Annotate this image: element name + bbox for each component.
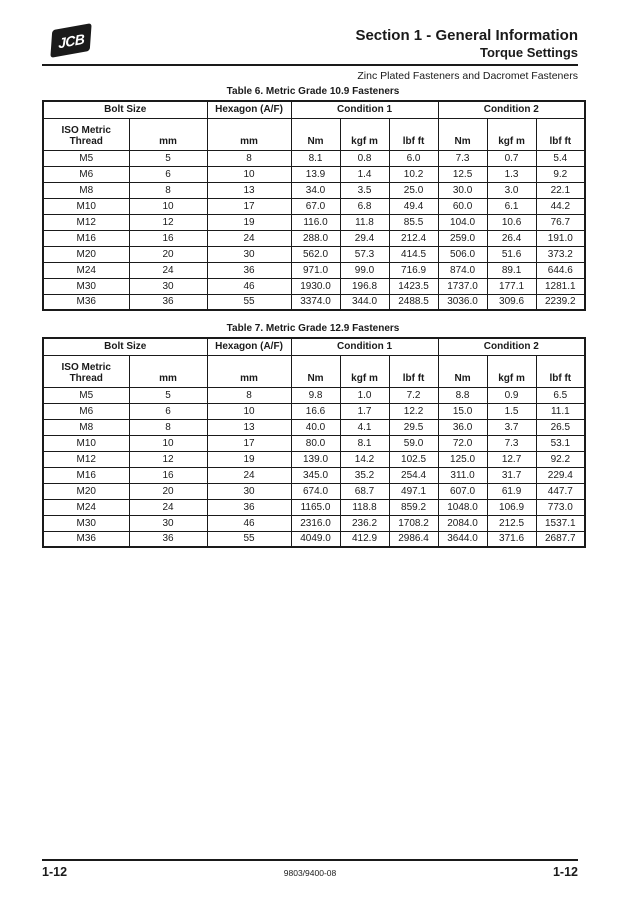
table-row — [43, 483, 585, 499]
table-cell: 1.0 — [340, 387, 389, 403]
table-row — [43, 467, 585, 483]
table-cell: 254.4 — [389, 467, 438, 483]
table-cell: 1048.0 — [438, 499, 487, 515]
page-header — [42, 0, 578, 61]
column-header-nm: Nm — [291, 118, 340, 150]
table-cell: 2239.2 — [536, 294, 585, 310]
table-cell: 177.1 — [487, 278, 536, 294]
column-header-kgfm: kgf m — [487, 355, 536, 387]
table-cell: M16 — [43, 467, 129, 483]
table-cell: 7.3 — [487, 435, 536, 451]
table-cell: 34.0 — [291, 182, 340, 198]
table-cell: 35.2 — [340, 467, 389, 483]
table-cell: 36 — [129, 531, 207, 547]
table-cell: M8 — [43, 182, 129, 198]
table-cell: 24 — [207, 230, 291, 246]
table-cell: 67.0 — [291, 198, 340, 214]
table-cell: 874.0 — [438, 262, 487, 278]
table-cell: 8.8 — [438, 387, 487, 403]
table-cell: 212.5 — [487, 515, 536, 531]
table-cell: 15.0 — [438, 403, 487, 419]
torque-table-section-grade-10-9 — [0, 86, 631, 311]
table-cell: 53.1 — [536, 435, 585, 451]
table-cell: M30 — [43, 278, 129, 294]
torque-table-section-grade-12-9 — [0, 323, 631, 548]
group-header-condition-2: Condition 2 — [438, 101, 585, 118]
table-cell: 8 — [129, 419, 207, 435]
table-cell: 30 — [207, 483, 291, 499]
table-cell: 17 — [207, 198, 291, 214]
table-row — [43, 150, 585, 166]
table-cell: 29.4 — [340, 230, 389, 246]
table-cell: 674.0 — [291, 483, 340, 499]
table-cell: 24 — [129, 262, 207, 278]
section-title: Section 1 - General Information — [355, 27, 578, 44]
table-row — [43, 182, 585, 198]
table-cell: 40.0 — [291, 419, 340, 435]
table-cell: 92.2 — [536, 451, 585, 467]
table-cell: 6.5 — [536, 387, 585, 403]
table-cell: 344.0 — [340, 294, 389, 310]
table-cell: 1930.0 — [291, 278, 340, 294]
table-cell: 1737.0 — [438, 278, 487, 294]
column-header-row — [43, 118, 585, 150]
table-cell: 14.2 — [340, 451, 389, 467]
table-cell: M6 — [43, 166, 129, 182]
table-cell: 5 — [129, 150, 207, 166]
group-header-condition-1: Condition 1 — [291, 338, 438, 355]
table-cell: 236.2 — [340, 515, 389, 531]
column-header-lbfft: lbf ft — [389, 355, 438, 387]
column-header-iso-metric-thread: ISO Metric Thread — [43, 118, 129, 150]
table-row — [43, 435, 585, 451]
table-cell: M36 — [43, 294, 129, 310]
table-cell: 13.9 — [291, 166, 340, 182]
table-row — [43, 278, 585, 294]
table-cell: 311.0 — [438, 467, 487, 483]
table-cell: 562.0 — [291, 246, 340, 262]
table-cell: M12 — [43, 214, 129, 230]
table-cell: 196.8 — [340, 278, 389, 294]
table-cell: 72.0 — [438, 435, 487, 451]
table-row — [43, 499, 585, 515]
table-cell: 9.2 — [536, 166, 585, 182]
table-cell: 345.0 — [291, 467, 340, 483]
table-title: Table 6. Metric Grade 10.9 Fasteners — [226, 86, 400, 97]
table-cell: 36.0 — [438, 419, 487, 435]
table-cell: 104.0 — [438, 214, 487, 230]
table-cell: M20 — [43, 483, 129, 499]
table-cell: M16 — [43, 230, 129, 246]
table-cell: 1.5 — [487, 403, 536, 419]
table-cell: 447.7 — [536, 483, 585, 499]
fastener-table-grade-12-9 — [42, 337, 586, 548]
table-cell: 36 — [207, 499, 291, 515]
column-header-lbfft: lbf ft — [389, 118, 438, 150]
table-cell: 8 — [129, 182, 207, 198]
table-cell: 30 — [207, 246, 291, 262]
table-cell: M24 — [43, 499, 129, 515]
column-header-nm: Nm — [291, 355, 340, 387]
table-cell: 106.9 — [487, 499, 536, 515]
table-cell: 10 — [207, 166, 291, 182]
table-cell: 30 — [129, 515, 207, 531]
table-cell: 12.7 — [487, 451, 536, 467]
table-cell: M24 — [43, 262, 129, 278]
table-cell: M5 — [43, 150, 129, 166]
table-cell: M12 — [43, 451, 129, 467]
table-cell: 30.0 — [438, 182, 487, 198]
column-header-mm: mm — [129, 355, 207, 387]
document-reference: 9803/9400-08 — [283, 868, 337, 878]
table-cell: 11.8 — [340, 214, 389, 230]
column-header-nm: Nm — [438, 118, 487, 150]
table-cell: 26.5 — [536, 419, 585, 435]
table-row — [43, 403, 585, 419]
table-cell: M5 — [43, 387, 129, 403]
table-cell: 29.5 — [389, 419, 438, 435]
table-cell: 0.8 — [340, 150, 389, 166]
table-cell: M10 — [43, 198, 129, 214]
page-number-left: 1-12 — [42, 865, 68, 879]
table-cell: 212.4 — [389, 230, 438, 246]
table-cell: 3374.0 — [291, 294, 340, 310]
table-row — [43, 515, 585, 531]
table-cell: 6.8 — [340, 198, 389, 214]
header-rule — [42, 64, 578, 66]
table-cell: 57.3 — [340, 246, 389, 262]
table-cell: 373.2 — [536, 246, 585, 262]
table-row — [43, 451, 585, 467]
fastener-table-grade-10-9 — [42, 100, 586, 311]
table-cell: 309.6 — [487, 294, 536, 310]
table-cell: 13 — [207, 419, 291, 435]
column-header-nm: Nm — [438, 355, 487, 387]
table-cell: 60.0 — [438, 198, 487, 214]
table-cell: 4049.0 — [291, 531, 340, 547]
table-cell: 99.0 — [340, 262, 389, 278]
table-cell: 9.8 — [291, 387, 340, 403]
table-cell: 116.0 — [291, 214, 340, 230]
column-header-hex-mm: mm — [207, 355, 291, 387]
table-cell: 10 — [129, 198, 207, 214]
table-cell: 17 — [207, 435, 291, 451]
table-cell: 371.6 — [487, 531, 536, 547]
table-cell: 7.3 — [438, 150, 487, 166]
table-cell: 102.5 — [389, 451, 438, 467]
table-cell: 31.7 — [487, 467, 536, 483]
table-cell: 19 — [207, 214, 291, 230]
table-cell: 2316.0 — [291, 515, 340, 531]
table-cell: 1708.2 — [389, 515, 438, 531]
table-cell: 85.5 — [389, 214, 438, 230]
table-title: Table 7. Metric Grade 12.9 Fasteners — [226, 323, 400, 334]
group-header-condition-2: Condition 2 — [438, 338, 585, 355]
table-cell: 3.5 — [340, 182, 389, 198]
table-cell: M36 — [43, 531, 129, 547]
table-cell: 5.4 — [536, 150, 585, 166]
column-header-kgfm: kgf m — [487, 118, 536, 150]
table-cell: 4.1 — [340, 419, 389, 435]
group-header-hexagon: Hexagon (A/F) — [207, 101, 291, 118]
table-cell: M10 — [43, 435, 129, 451]
table-cell: 16.6 — [291, 403, 340, 419]
table-cell: 8.1 — [291, 150, 340, 166]
table-cell: 10 — [207, 403, 291, 419]
table-row — [43, 246, 585, 262]
table-cell: 2687.7 — [536, 531, 585, 547]
table-cell: 8.1 — [340, 435, 389, 451]
table-cell: 24 — [207, 467, 291, 483]
table-cell: 5 — [129, 387, 207, 403]
table-cell: 0.7 — [487, 150, 536, 166]
table-cell: 20 — [129, 483, 207, 499]
table-cell: 36 — [129, 294, 207, 310]
table-cell: 125.0 — [438, 451, 487, 467]
table-cell: 59.0 — [389, 435, 438, 451]
table-cell: 1165.0 — [291, 499, 340, 515]
table-cell: 51.6 — [487, 246, 536, 262]
table-cell: 3.0 — [487, 182, 536, 198]
table-cell: 36 — [207, 262, 291, 278]
table-cell: 24 — [129, 499, 207, 515]
table-row — [43, 419, 585, 435]
table-row — [43, 230, 585, 246]
table-cell: 8 — [207, 150, 291, 166]
table-row — [43, 294, 585, 310]
table-cell: 80.0 — [291, 435, 340, 451]
table-cell: 25.0 — [389, 182, 438, 198]
table-cell: 716.9 — [389, 262, 438, 278]
table-cell: 139.0 — [291, 451, 340, 467]
table-cell: 12 — [129, 214, 207, 230]
page-number-right: 1-12 — [552, 865, 578, 879]
group-header-row — [43, 101, 585, 118]
table-cell: 6 — [129, 403, 207, 419]
table-cell: 19 — [207, 451, 291, 467]
column-header-row — [43, 355, 585, 387]
table-cell: 414.5 — [389, 246, 438, 262]
table-cell: 13 — [207, 182, 291, 198]
table-cell: 3.7 — [487, 419, 536, 435]
table-cell: 8 — [207, 387, 291, 403]
group-header-bolt-size: Bolt Size — [43, 101, 207, 118]
group-header-hexagon: Hexagon (A/F) — [207, 338, 291, 355]
table-cell: 644.6 — [536, 262, 585, 278]
table-cell: 1281.1 — [536, 278, 585, 294]
table-cell: 12.5 — [438, 166, 487, 182]
table-cell: 2084.0 — [438, 515, 487, 531]
table-cell: 55 — [207, 531, 291, 547]
column-header-mm: mm — [129, 118, 207, 150]
table-body — [43, 150, 585, 310]
table-row — [43, 214, 585, 230]
table-cell: 118.8 — [340, 499, 389, 515]
table-cell: 46 — [207, 278, 291, 294]
table-cell: 3036.0 — [438, 294, 487, 310]
table-cell: 10.2 — [389, 166, 438, 182]
table-cell: 55 — [207, 294, 291, 310]
table-cell: 11.1 — [536, 403, 585, 419]
table-cell: 6.0 — [389, 150, 438, 166]
page-footer — [42, 859, 578, 879]
table-cell: 49.4 — [389, 198, 438, 214]
table-cell: 68.7 — [340, 483, 389, 499]
column-header-lbfft: lbf ft — [536, 118, 585, 150]
table-row — [43, 387, 585, 403]
table-cell: 6.1 — [487, 198, 536, 214]
column-header-iso-metric-thread: ISO Metric Thread — [43, 355, 129, 387]
table-cell: 506.0 — [438, 246, 487, 262]
table-cell: 46 — [207, 515, 291, 531]
column-header-lbfft: lbf ft — [536, 355, 585, 387]
table-cell: 1.4 — [340, 166, 389, 182]
table-cell: 2488.5 — [389, 294, 438, 310]
table-cell: 44.2 — [536, 198, 585, 214]
table-body — [43, 387, 585, 547]
table-cell: 191.0 — [536, 230, 585, 246]
table-cell: 76.7 — [536, 214, 585, 230]
column-header-kgfm: kgf m — [340, 118, 389, 150]
table-cell: 412.9 — [340, 531, 389, 547]
table-cell: 1423.5 — [389, 278, 438, 294]
table-cell: 229.4 — [536, 467, 585, 483]
page-subtitle: Torque Settings — [480, 45, 578, 60]
table-cell: 288.0 — [291, 230, 340, 246]
group-header-bolt-size: Bolt Size — [43, 338, 207, 355]
group-header-condition-1: Condition 1 — [291, 101, 438, 118]
table-cell: 16 — [129, 230, 207, 246]
table-cell: 22.1 — [536, 182, 585, 198]
table-cell: 1537.1 — [536, 515, 585, 531]
table-cell: 1.7 — [340, 403, 389, 419]
table-cell: 10 — [129, 435, 207, 451]
table-cell: 1.3 — [487, 166, 536, 182]
table-cell: 30 — [129, 278, 207, 294]
table-cell: 12.2 — [389, 403, 438, 419]
column-header-hex-mm: mm — [207, 118, 291, 150]
table-cell: 859.2 — [389, 499, 438, 515]
category-subtitle: Zinc Plated Fasteners and Dacromet Fasteners — [357, 70, 578, 82]
table-row — [43, 166, 585, 182]
table-cell: 26.4 — [487, 230, 536, 246]
table-cell: 2986.4 — [389, 531, 438, 547]
table-cell: 607.0 — [438, 483, 487, 499]
table-row — [43, 262, 585, 278]
table-cell: 61.9 — [487, 483, 536, 499]
table-cell: 497.1 — [389, 483, 438, 499]
table-cell: 16 — [129, 467, 207, 483]
table-cell: 20 — [129, 246, 207, 262]
table-cell: 6 — [129, 166, 207, 182]
table-cell: 259.0 — [438, 230, 487, 246]
column-header-kgfm: kgf m — [340, 355, 389, 387]
table-cell: 12 — [129, 451, 207, 467]
table-cell: 89.1 — [487, 262, 536, 278]
table-cell: 7.2 — [389, 387, 438, 403]
table-cell: 3644.0 — [438, 531, 487, 547]
table-cell: 971.0 — [291, 262, 340, 278]
table-cell: 10.6 — [487, 214, 536, 230]
jcb-logo-text: JCB — [57, 30, 85, 51]
table-cell: M6 — [43, 403, 129, 419]
table-cell: 0.9 — [487, 387, 536, 403]
table-cell: M8 — [43, 419, 129, 435]
group-header-row — [43, 338, 585, 355]
table-cell: M20 — [43, 246, 129, 262]
table-cell: M30 — [43, 515, 129, 531]
table-cell: 773.0 — [536, 499, 585, 515]
table-row — [43, 198, 585, 214]
table-row — [43, 531, 585, 547]
